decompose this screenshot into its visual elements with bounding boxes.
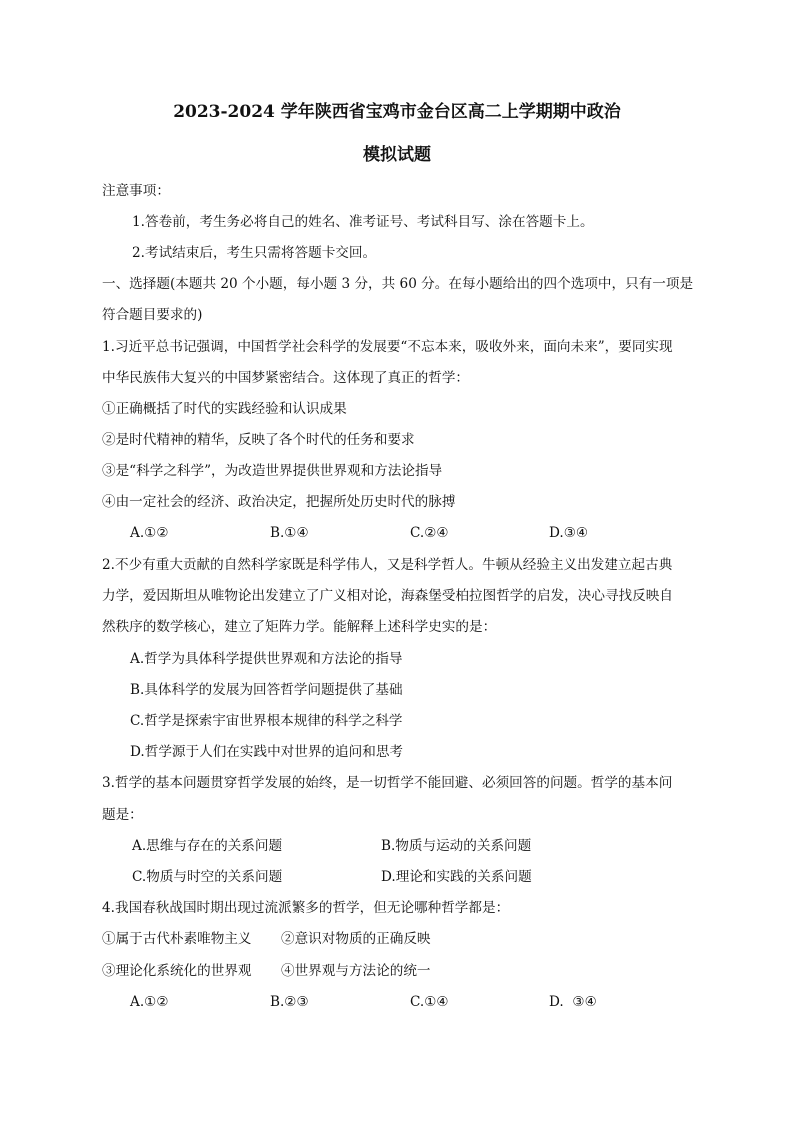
q4-stem-line1: 4.我国春秋战国时期出现过流派繁多的哲学，但无论哪种哲学都是： (102, 900, 510, 916)
q2-stem-line1: 2.不少有重大贡献的自然科学家既是科学伟人，又是科学哲人。牛顿从经验主义出发建立起古典 (102, 557, 673, 573)
q2-stem-line3: 然秩序的数学核心，建立了矩阵力学。能解释上述科学史实的是： (102, 619, 497, 635)
q4-statement-4: ④世界观与方法论的统一 (281, 963, 431, 979)
q3-option-c[interactable]: C.物质与时空的关系问题 (132, 869, 283, 885)
q1-stem-line2: 中华民族伟大复兴的中国梦紧密结合。这体现了真正的哲学： (102, 370, 470, 386)
q4-statement-3: ③理论化系统化的世界观 (102, 963, 252, 979)
q3-stem-line1: 3.哲学的基本问题贯穿哲学发展的始终，是一切哲学不能回避、必须回答的问题。哲学的基本问 (102, 775, 673, 791)
q3-option-d[interactable]: D.理论和实践的关系问题 (381, 869, 532, 885)
q3-option-a[interactable]: A.思维与存在的关系问题 (132, 838, 283, 854)
q4-option-d[interactable]: D. ③④ (549, 994, 597, 1010)
q2-option-a[interactable]: A.哲学为具体科学提供世界观和方法论的指导 (130, 651, 403, 667)
q4-option-a[interactable]: A.①② (130, 994, 169, 1010)
q1-option-b[interactable]: B.①④ (270, 525, 309, 541)
q1-option-a[interactable]: A.①② (130, 525, 169, 541)
q2-option-c[interactable]: C.哲学是探索宇宙世界根本规律的科学之科学 (130, 713, 403, 729)
q1-statement-4: ④由一定社会的经济、政治决定，把握所处历史时代的脉搏 (102, 494, 456, 510)
q3-stem-line2: 题是： (102, 807, 143, 823)
page-title-line1: 2023-2024 学年陕西省宝鸡市金台区高二上学期期中政治 (173, 102, 621, 122)
q2-stem-line2: 力学，爱因斯坦从唯物论出发建立了广义相对论，海森堡受柏拉图哲学的启发，决心寻找反映自 (102, 588, 673, 604)
q1-statement-1: ①正确概括了时代的实践经验和认识成果 (102, 401, 347, 417)
q1-option-c[interactable]: C.②④ (410, 525, 449, 541)
q1-statement-3: ③是“科学之科学”，为改造世界提供世界观和方法论指导 (102, 463, 443, 479)
notice-item-2: 2.考试结束后，考生只需将答题卡交回。 (132, 245, 377, 261)
section-heading-line2: 符合题目要求的) (102, 307, 203, 323)
q3-option-b[interactable]: B.物质与运动的关系问题 (381, 838, 532, 854)
q4-option-b[interactable]: B.②③ (270, 994, 309, 1010)
q2-option-b[interactable]: B.具体科学的发展为回答哲学问题提供了基础 (130, 682, 403, 698)
q2-option-d[interactable]: D.哲学源于人们在实践中对世界的追问和思考 (130, 744, 404, 760)
page-title-line2: 模拟试题 (363, 145, 431, 165)
q4-statement-2: ②意识对物质的正确反映 (281, 931, 431, 947)
q4-statement-1: ①属于古代朴素唯物主义 (102, 931, 252, 947)
section-heading-line1: 一、选择题(本题共 20 个小题，每小题 3 分，共 60 分。在每小题给出的四个选项中，只有一项是 (102, 276, 694, 292)
q4-option-c[interactable]: C.①④ (410, 994, 449, 1010)
q1-option-d[interactable]: D.③④ (549, 525, 589, 541)
q1-stem-line1: 1.习近平总书记强调，中国哲学社会科学的发展要“不忘本来，吸收外来，面向未来”，要同实现 (102, 339, 673, 355)
notice-heading: 注意事项： (102, 183, 170, 199)
q1-statement-2: ②是时代精神的精华，反映了各个时代的任务和要求 (102, 432, 415, 448)
notice-item-1: 1.答卷前，考生务必将自己的姓名、准考证号、考试科目写、涂在答题卡上。 (132, 214, 594, 230)
